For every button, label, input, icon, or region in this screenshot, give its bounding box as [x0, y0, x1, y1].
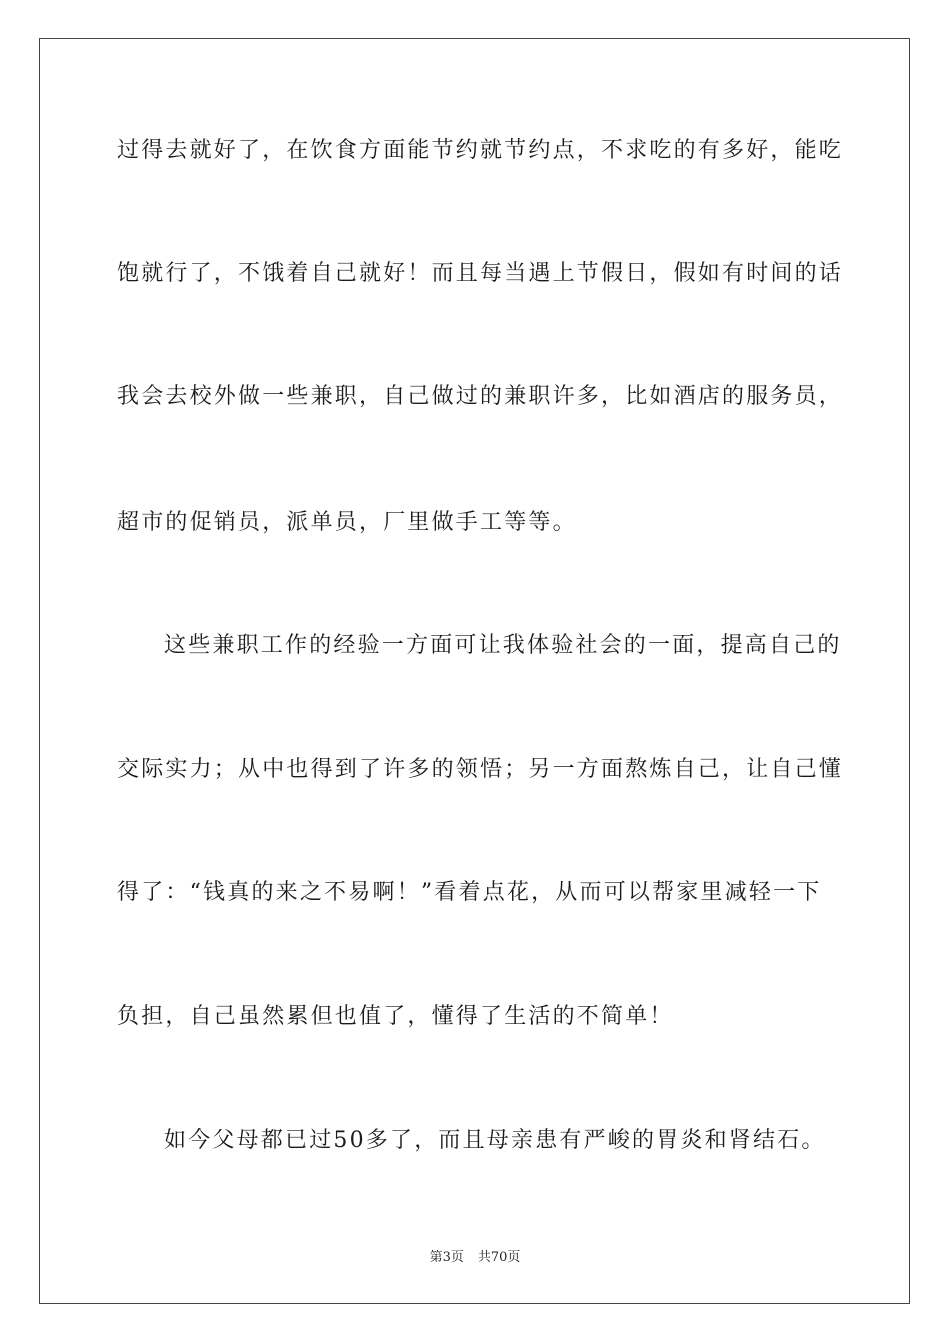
text-line-1: 过得去就好了，在饮食方面能节约就节约点，不求吃的有多好，能吃 — [117, 138, 844, 163]
text-line-4: 超市的促销员，派单员，厂里做手工等等。 — [117, 510, 577, 535]
text-line-2: 饱就行了，不饿着自己就好！而且每当遇上节假日，假如有时间的话 — [117, 261, 844, 286]
page-number: 第3页 — [429, 1250, 464, 1265]
text-line-3: 我会去校外做一些兼职，自己做过的兼职许多，比如酒店的服务员， — [117, 384, 844, 409]
paragraph-start-line-9: 如今父母都已过50多了，而且母亲患有严峻的胃炎和肾结石。 — [164, 1128, 826, 1153]
paragraph-start-line-5: 这些兼职工作的经验一方面可让我体验社会的一面，提高自己的 — [164, 633, 842, 658]
text-line-8: 负担，自己虽然累但也值了，懂得了生活的不简单！ — [117, 1004, 674, 1029]
text-line-6: 交际实力；从中也得到了许多的领悟；另一方面熬炼自己，让自己懂 — [117, 757, 844, 782]
page-footer — [0, 1246, 950, 1265]
page-border — [39, 38, 910, 1304]
total-pages: 共70页 — [477, 1250, 521, 1265]
text-line-7: 得了：“钱真的来之不易啊！”看着点花，从而可以帮家里减轻一下 — [117, 880, 822, 905]
